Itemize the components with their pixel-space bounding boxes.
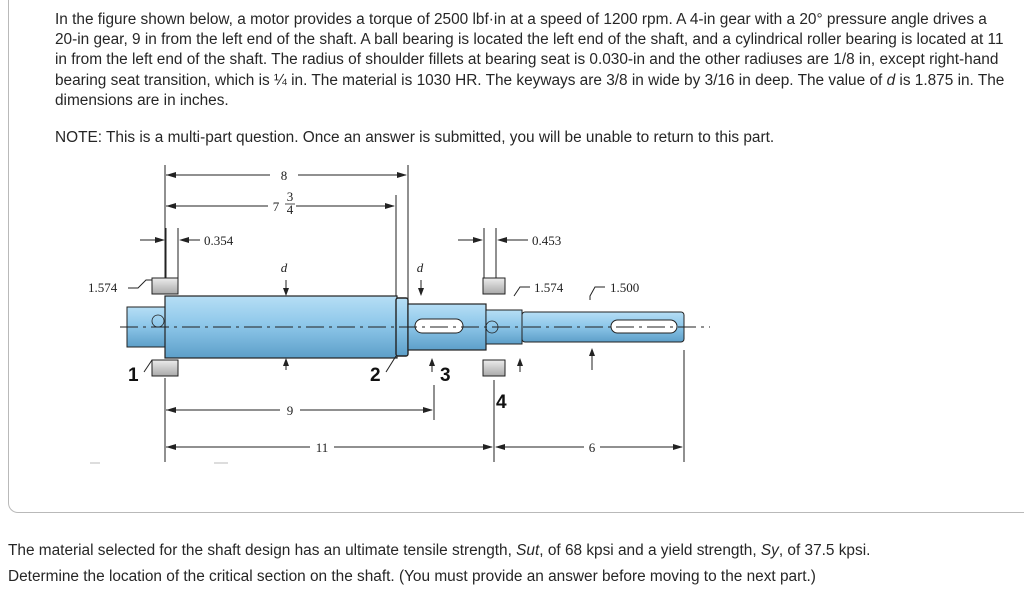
- dim-8-label: 8: [280, 168, 288, 183]
- section-label-4: 4: [496, 392, 507, 413]
- sut-symbol: Sut: [516, 542, 540, 559]
- section-label-3: 3: [440, 365, 451, 386]
- dim-11-label: 11: [315, 440, 329, 455]
- d-symbol: d: [886, 71, 896, 89]
- dim-1574-left-label: 1.574: [88, 280, 118, 295]
- dim-7-num: 3: [286, 189, 294, 204]
- dim-7-den: 4: [286, 202, 294, 217]
- dim-9-label: 9: [286, 403, 294, 418]
- dim-lines-top: [165, 165, 408, 300]
- followup-line1-mid: , of 68 kpsi and a yield strength,: [539, 542, 761, 559]
- followup-line1-pre: The material selected for the shaft design has an ultimate tensile strength,: [8, 542, 517, 559]
- dim-0354-label: 0.354: [204, 233, 234, 248]
- dim-6-label: 6: [588, 440, 596, 455]
- dim-1574-right-label: 1.574: [534, 280, 564, 295]
- statement-text: In the figure shown below, a motor provides a torque of 2500 lbf·in at a speed of 1200 rpm. A 4-in gear with a 20° pressure angle drives a 20-in gear, 9 in from the left end of the shaft. A ball bearing is located the left end of the shaft, and a cylindrical roller bearing is located at 11 in from the left end of the shaft. The radius of shoulder fillets at bearing seat is 0.030-in and the other radiuses are 1/8 in, except right-hand bearing seat transition, which is ¼ in. The material is 1030 HR. The keyways are 3/8 in wide by 3/16 in deep. The value of: [55, 11, 1004, 89]
- dim-1500-label: 1.500: [610, 280, 640, 295]
- dim-0453-label: 0.453: [532, 233, 562, 248]
- followup-line2: Determine the location of the critical section on the shaft. (You must provide an answer before moving to the next part.): [8, 568, 816, 585]
- dim-d-right-label: d: [416, 260, 424, 275]
- sy-symbol: Sy: [760, 542, 779, 559]
- followup-question: [8, 538, 1018, 590]
- dim-7-whole: 7: [272, 199, 280, 214]
- statement-end-text: is 1.875 in. The dimensions are in inches.: [55, 71, 1005, 109]
- followup-line1-post: , of 37.5 kpsi.: [778, 542, 871, 559]
- section-label-2: 2: [370, 365, 381, 386]
- section-label-1: 1: [128, 365, 139, 386]
- dim-d-left-label: d: [280, 260, 288, 275]
- multi-part-note: NOTE: This is a multi-part question. Once an answer is submitted, you will be unable to return to this part.: [55, 129, 775, 146]
